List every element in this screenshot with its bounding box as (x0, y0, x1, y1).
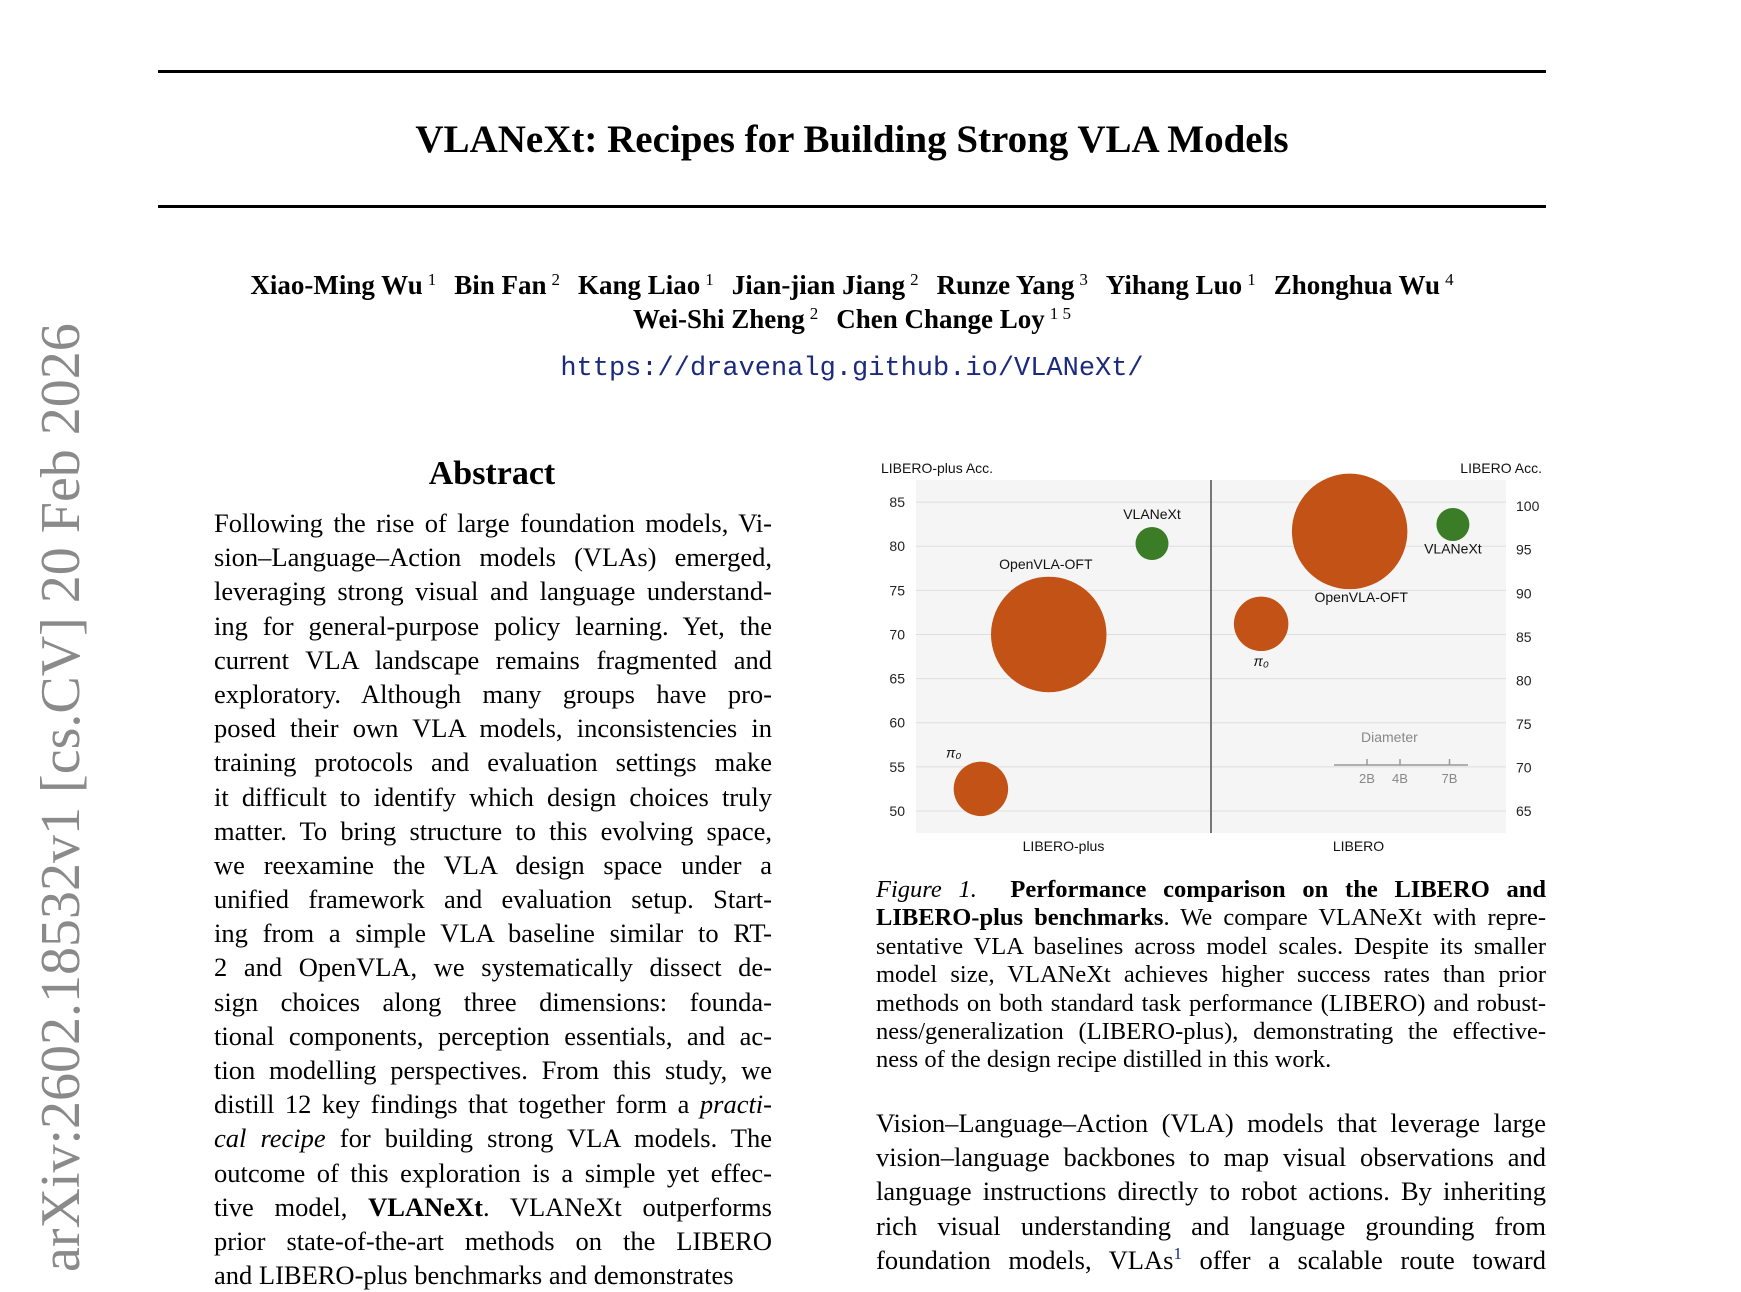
author-name-text: Bin Fan (454, 270, 547, 300)
author-name (836, 304, 1071, 334)
author-affiliation: 2 (551, 270, 561, 289)
right-y-tick-label: 100 (1516, 498, 1540, 515)
right-y-tick-label: 95 (1516, 541, 1532, 558)
abstract-text: it difficult to identify which design choices truly (214, 781, 772, 812)
abstract-text: training protocols and evaluation settings make (214, 747, 772, 778)
author-name-text: Chen Change Loy (836, 304, 1045, 334)
right-y-tick-label: 90 (1516, 585, 1532, 602)
abstract-line (214, 711, 772, 745)
abstract-text: matter. To bring structure to this evolving space, (214, 815, 772, 846)
author-name-text: Jian-jian Jiang (731, 270, 906, 300)
abstract-text: sign choices along three dimensions: founda- (214, 986, 772, 1017)
author-name (633, 304, 818, 334)
abstract-line (214, 1224, 772, 1258)
abstract-text: ing for general-purpose policy learning. Yet, the (214, 610, 772, 641)
abstract-line (214, 745, 772, 779)
bubble-openvla-oft (1292, 474, 1408, 590)
intro-text: vision–language backbones to map visual observations and (876, 1142, 1546, 1173)
left-y-tick-label: 60 (889, 714, 905, 731)
left-y-tick-label: 50 (889, 802, 905, 819)
abstract-line (214, 609, 772, 643)
abstract-line (214, 643, 772, 677)
author-name-text: Wei-Shi Zheng (632, 304, 805, 334)
right-y-tick-label: 70 (1516, 759, 1532, 776)
size-legend-title: Diameter (1361, 729, 1418, 745)
abstract-line (214, 848, 772, 882)
title-rule-bottom (158, 205, 1546, 208)
left-y-tick-label: 70 (889, 626, 905, 643)
author-affiliation: 1 (427, 270, 437, 289)
abstract-body (214, 506, 772, 1292)
author-affiliation: 2 (910, 270, 919, 289)
bubble-vlanext (1136, 527, 1169, 560)
author-name (454, 270, 560, 300)
abstract-line (214, 574, 772, 608)
intro-text: language instructions directly to robot actions. By inheriting (876, 1176, 1546, 1207)
bubble-- (954, 762, 1008, 816)
right-x-axis-title: LIBERO (1332, 838, 1385, 854)
bubble-label: π₀ (946, 744, 962, 761)
bubble-- (1234, 597, 1288, 651)
abstract-line (214, 985, 772, 1019)
abstract-line (214, 1156, 772, 1190)
abstract-text: we reexamine the VLA design space under a (214, 849, 772, 880)
author-name (578, 270, 714, 300)
size-legend-tick-label: 2B (1359, 771, 1375, 786)
left-y-tick-label: 65 (889, 670, 905, 687)
intro-text: Vision–Language–Action (VLA) models that leverage large (876, 1108, 1546, 1138)
intro-line (876, 1174, 1546, 1208)
introduction-body (876, 1106, 1546, 1277)
abstract-line (214, 916, 772, 950)
author-name (1274, 270, 1454, 300)
author-name (732, 270, 919, 300)
bubble-label: OpenVLA-OFT (999, 556, 1093, 573)
author-affiliation: 3 (1079, 270, 1088, 289)
footnote-marker[interactable]: 1 (1173, 1243, 1182, 1263)
author-name-text: Yihang Luo (1105, 270, 1243, 300)
paper-title: VLANeXt: Recipes for Building Strong VLA Models (415, 118, 1289, 161)
author-list-line-2 (0, 302, 1704, 336)
abstract-line (214, 814, 772, 848)
abstract-text: posed their own VLA models, inconsistencies in (214, 713, 772, 744)
right-y-tick-label: 75 (1516, 716, 1532, 733)
caption-line: methods on both standard task performance (LIBERO) and robust- (876, 989, 1546, 1017)
author-affiliation: 2 (809, 304, 819, 323)
abstract-line (214, 1053, 772, 1087)
abstract-text: current VLA landscape remains fragmented and (214, 644, 772, 675)
author-name (1106, 270, 1256, 300)
bubble-openvla-oft (991, 577, 1107, 693)
right-y-tick-label: 80 (1516, 672, 1532, 689)
abstract-text: prior state-of-the-art methods on the LIBERO (214, 1225, 772, 1256)
caption-line: ness/generalization (LIBERO-plus), demonstrating the effective- (876, 1017, 1546, 1045)
caption-bold-line-1: Performance comparison on the LIBERO and (1010, 876, 1546, 903)
bubble-chart-svg (876, 460, 1546, 860)
abstract-text: distill 12 key findings that together form a (214, 1089, 700, 1120)
caption-line-2-rest: . We compare VLANeXt with repre- (1163, 904, 1546, 932)
author-name-text: Zhonghua Wu (1273, 270, 1441, 300)
abstract-line (214, 506, 772, 540)
project-url-link[interactable]: https://dravenalg.github.io/VLANeXt/ (560, 354, 1144, 384)
abstract-line (214, 1190, 772, 1224)
abstract-text: and LIBERO-plus benchmarks and demonstrates (214, 1260, 734, 1291)
intro-line (876, 1209, 1546, 1243)
abstract-text: cal recipe (214, 1123, 326, 1154)
abstract-line (214, 950, 772, 984)
abstract-line (214, 780, 772, 814)
caption-line: model size, VLANeXt achieves higher success rates than prior (876, 961, 1546, 989)
abstract-line (214, 540, 772, 574)
abstract-text: VLANeXt (368, 1191, 483, 1222)
abstract-text: unified framework and evaluation setup. Start- (214, 884, 772, 915)
author-affiliation: 4 (1445, 270, 1454, 289)
arxiv-identifier: arXiv:2602.18532v1 [cs.CV] 20 Feb 2026 (30, 323, 92, 1272)
abstract-line (214, 1258, 772, 1292)
left-y-tick-label: 85 (889, 494, 905, 511)
left-x-axis-title: LIBERO-plus (1022, 838, 1105, 854)
abstract-text: exploratory. Although many groups have pro- (214, 678, 772, 709)
figure-1-chart (876, 460, 1546, 860)
caption-line: sentative VLA baselines across model scales. Despite its smaller (876, 932, 1546, 960)
intro-text: offer a scalable route toward (1181, 1244, 1546, 1275)
right-y-tick-label: 65 (1516, 803, 1532, 820)
abstract-text: tive model, (214, 1191, 369, 1222)
title-rule-top (158, 70, 1546, 73)
bubble-label: VLANeXt (1123, 505, 1181, 522)
right-y-tick-label: 85 (1516, 628, 1532, 645)
caption-line: ness of the design recipe distilled in this work. (876, 1046, 1332, 1074)
abstract-line (214, 1121, 772, 1155)
author-name (937, 270, 1088, 300)
abstract-text: outcome of this exploration is a simple yet effec- (214, 1157, 772, 1188)
right-y-axis-title: LIBERO Acc. (1460, 460, 1542, 476)
size-legend-tick-label: 4B (1392, 771, 1408, 786)
abstract-line (214, 1019, 772, 1053)
abstract-text: tion modelling perspectives. From this study, we (214, 1055, 772, 1085)
abstract-line (214, 882, 772, 916)
abstract-text: Following the rise of large foundation models, Vi- (214, 508, 772, 538)
left-y-axis-title: LIBERO-plus Acc. (881, 460, 994, 476)
abstract-text: tional components, perception essentials, and ac- (214, 1020, 772, 1051)
author-affiliation: 1 (1247, 270, 1256, 289)
abstract-text: sion–Language–Action models (VLAs) emerged, (214, 542, 772, 573)
caption-bold-line-2: LIBERO-plus benchmarks (876, 904, 1164, 932)
left-y-tick-label: 80 (889, 538, 905, 555)
intro-text: foundation models, VLAs (876, 1244, 1174, 1275)
abstract-text: leveraging strong visual and language understand- (214, 576, 772, 607)
left-y-tick-label: 75 (889, 582, 905, 599)
abstract-heading: Abstract (428, 455, 556, 492)
intro-line (876, 1140, 1546, 1174)
abstract-text: ing from a simple VLA baseline similar to RT- (214, 918, 772, 949)
abstract-text: practi- (699, 1089, 772, 1120)
author-affiliation: 1 (705, 270, 714, 289)
bubble-label: OpenVLA-OFT (1314, 588, 1408, 605)
intro-text: rich visual understanding and language grounding from (876, 1210, 1546, 1241)
left-y-tick-label: 55 (889, 758, 905, 775)
caption-label: Figure 1. (876, 876, 977, 903)
intro-line (876, 1106, 1546, 1140)
author-affiliation: 1 5 (1049, 304, 1072, 323)
abstract-line (214, 1087, 772, 1121)
author-name-text: Kang Liao (578, 270, 701, 300)
author-name (250, 270, 436, 300)
abstract-text: 2 and OpenVLA, we systematically dissect de- (214, 952, 772, 983)
size-legend-tick-label: 7B (1441, 771, 1458, 786)
author-list-line-1 (0, 268, 1704, 302)
figure-1-caption (876, 876, 1546, 1075)
abstract-line (214, 677, 772, 711)
bubble-vlanext (1436, 508, 1469, 541)
bubble-label: VLANeXt (1424, 540, 1482, 557)
author-name-text: Xiao-Ming Wu (250, 270, 423, 300)
abstract-text: . VLANeXt outperforms (482, 1191, 772, 1222)
bubble-label: π₀ (1253, 653, 1269, 670)
author-name-text: Runze Yang (936, 270, 1075, 300)
abstract-text: for building strong VLA models. The (325, 1123, 772, 1154)
